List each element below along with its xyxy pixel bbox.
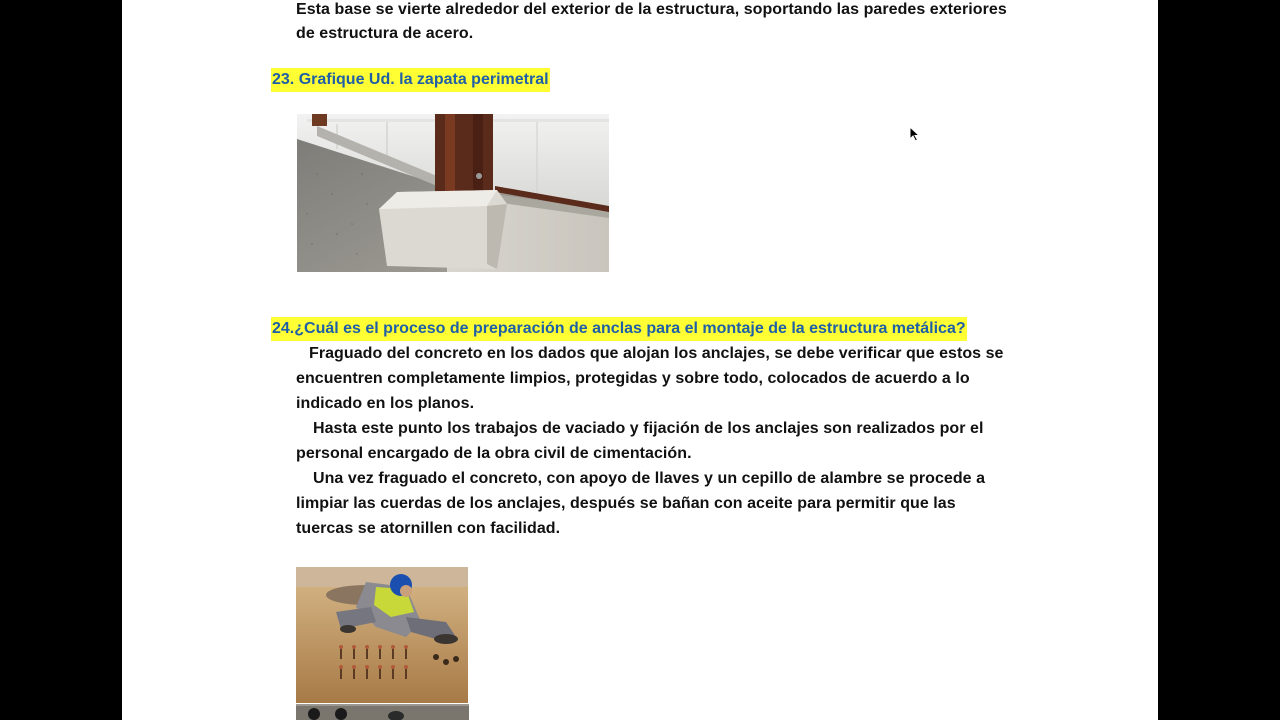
answer-line-2: encuentren completamente limpios, protegidas y sobre todo, colocados de acuerdo a lo — [296, 370, 970, 387]
answer-line-1-text: Fraguado del concreto en los dados que alojan los anclajes, se debe verificar que estos se — [309, 345, 1004, 362]
question-24-heading: 24.¿Cuál es el proceso de preparación de anclas para el montaje de la estructura metálica? — [271, 317, 967, 341]
question-23-heading: 23. Grafique Ud. la zapata perimetral — [271, 68, 550, 92]
answer-line-4 — [296, 416, 983, 441]
intro-line-1: Esta base se vierte alrededor del exterior de la estructura, soportando las paredes exteriores — [296, 1, 1007, 18]
answer-line-5: personal encargado de la obra civil de cimentación. — [296, 445, 692, 462]
answer-line-1 — [296, 341, 1004, 366]
answer-line-7: limpiar las cuerdas de los anclajes, después se bañan con aceite para permitir que las — [296, 495, 956, 512]
answer-line-8: tuercas se atornillen con facilidad. — [296, 520, 561, 537]
perimeter-footing-photo — [297, 114, 609, 272]
mouse-cursor-icon — [909, 126, 921, 142]
answer-line-4-text: Hasta este punto los trabajos de vaciado y fijación de los anclajes son realizados por el — [313, 420, 984, 437]
answer-line-6 — [296, 466, 985, 491]
anchor-bolts-photo — [296, 704, 469, 720]
answer-line-6-text: Una vez fraguado el concreto, con apoyo de llaves y un cepillo de alambre se procede a — [313, 470, 986, 487]
anchor-preparation-photo — [296, 567, 468, 703]
intro-line-2: de estructura de acero. — [296, 25, 474, 42]
document-page — [122, 0, 1158, 720]
answer-line-3: indicado en los planos. — [296, 395, 475, 412]
